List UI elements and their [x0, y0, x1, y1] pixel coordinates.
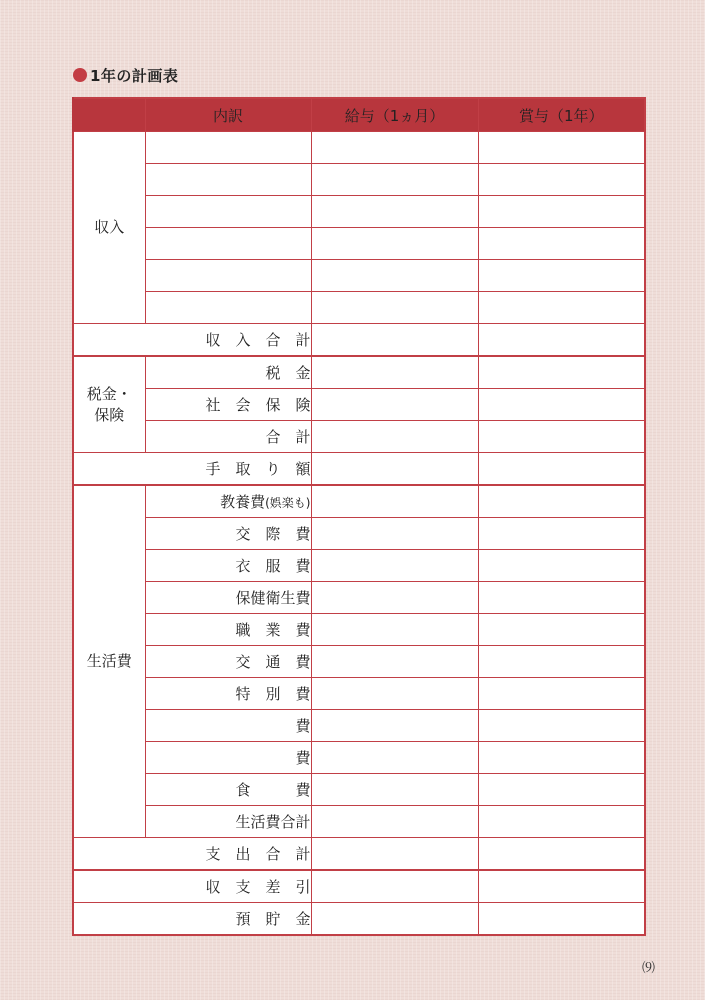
salary-cell[interactable]	[311, 453, 478, 486]
bonus-cell[interactable]	[478, 518, 645, 550]
salary-cell[interactable]	[311, 806, 478, 838]
salary-cell[interactable]	[311, 774, 478, 806]
income-item-cell[interactable]	[145, 196, 311, 228]
salary-cell[interactable]	[311, 614, 478, 646]
table-row	[73, 196, 645, 228]
table-row	[73, 453, 645, 486]
header-breakdown: 内訳	[145, 98, 311, 132]
salary-cell[interactable]	[311, 228, 478, 260]
header-corner	[73, 98, 145, 132]
bonus-cell[interactable]	[478, 356, 645, 389]
custom-expense-label[interactable]: 費	[145, 710, 311, 742]
bonus-cell[interactable]	[478, 196, 645, 228]
income-item-cell[interactable]	[145, 164, 311, 196]
category-tax-line2: 保険	[94, 405, 125, 424]
table-row	[73, 806, 645, 838]
table-row	[73, 774, 645, 806]
education-note: (娯楽も)	[265, 496, 311, 510]
table-row	[73, 678, 645, 710]
table-row	[73, 838, 645, 871]
salary-cell[interactable]	[311, 678, 478, 710]
annual-plan-table	[72, 97, 644, 934]
table-row	[73, 164, 645, 196]
salary-cell[interactable]	[311, 710, 478, 742]
bullet-icon	[73, 68, 87, 82]
health-label: 保健衛生費	[145, 582, 311, 614]
table-row	[73, 485, 645, 518]
savings-label: 預 貯 金	[73, 903, 311, 936]
table-row	[73, 903, 645, 936]
salary-cell[interactable]	[311, 164, 478, 196]
bonus-cell[interactable]	[478, 292, 645, 324]
table-row	[73, 132, 645, 164]
bonus-cell[interactable]	[478, 870, 645, 903]
page-title	[73, 64, 178, 86]
page-title-text: 1年の計画表	[90, 66, 179, 85]
category-tax	[73, 356, 145, 453]
bonus-cell[interactable]	[478, 324, 645, 357]
salary-cell[interactable]	[311, 582, 478, 614]
bonus-cell[interactable]	[478, 678, 645, 710]
clothing-label: 衣 服 費	[145, 550, 311, 582]
header-bonus: 賞与（1年）	[478, 98, 645, 132]
food-label: 食 費	[145, 774, 311, 806]
table-row	[73, 518, 645, 550]
custom-expense-label[interactable]: 費	[145, 742, 311, 774]
salary-cell[interactable]	[311, 260, 478, 292]
bonus-cell[interactable]	[478, 774, 645, 806]
salary-cell[interactable]	[311, 838, 478, 871]
bonus-cell[interactable]	[478, 132, 645, 164]
salary-cell[interactable]	[311, 421, 478, 453]
table-row	[73, 646, 645, 678]
salary-cell[interactable]	[311, 870, 478, 903]
salary-cell[interactable]	[311, 903, 478, 936]
table-row	[73, 389, 645, 421]
table-row	[73, 710, 645, 742]
table-row	[73, 614, 645, 646]
bonus-cell[interactable]	[478, 228, 645, 260]
table-row	[73, 421, 645, 453]
bonus-cell[interactable]	[478, 389, 645, 421]
living-subtotal-label: 生活費合計	[145, 806, 311, 838]
bonus-cell[interactable]	[478, 903, 645, 936]
salary-cell[interactable]	[311, 389, 478, 421]
salary-cell[interactable]	[311, 742, 478, 774]
social-insurance-label: 社 会 保 険	[145, 389, 311, 421]
takehome-label: 手 取 り 額	[73, 453, 311, 486]
table-row	[73, 550, 645, 582]
header-salary: 給与（1ヵ月）	[311, 98, 478, 132]
expense-total-label: 支 出 合 計	[73, 838, 311, 871]
income-total-label: 収 入 合 計	[73, 324, 311, 357]
balance-label: 収 支 差 引	[73, 870, 311, 903]
table-row	[73, 870, 645, 903]
category-income: 収入	[73, 132, 145, 324]
bonus-cell[interactable]	[478, 646, 645, 678]
salary-cell[interactable]	[311, 324, 478, 357]
category-living: 生活費	[73, 485, 145, 838]
table-row	[73, 742, 645, 774]
bonus-cell[interactable]	[478, 838, 645, 871]
salary-cell[interactable]	[311, 132, 478, 164]
bonus-cell[interactable]	[478, 614, 645, 646]
salary-cell[interactable]	[311, 518, 478, 550]
bonus-cell[interactable]	[478, 421, 645, 453]
bonus-cell[interactable]	[478, 806, 645, 838]
salary-cell[interactable]	[311, 550, 478, 582]
bonus-cell[interactable]	[478, 453, 645, 486]
table-header-row	[73, 98, 645, 132]
tax-item-label: 税 金	[145, 356, 311, 389]
tax-subtotal-label: 合 計	[145, 421, 311, 453]
bonus-cell[interactable]	[478, 164, 645, 196]
social-expense-label: 交 際 費	[145, 518, 311, 550]
table-row	[73, 324, 645, 357]
bonus-cell[interactable]	[478, 550, 645, 582]
page-number: ⑼	[642, 961, 656, 976]
bonus-cell[interactable]	[478, 742, 645, 774]
income-item-cell[interactable]	[145, 292, 311, 324]
salary-cell[interactable]	[311, 485, 478, 518]
table-row	[73, 260, 645, 292]
transport-label: 交 通 費	[145, 646, 311, 678]
salary-cell[interactable]	[311, 196, 478, 228]
special-expense-label: 特 別 費	[145, 678, 311, 710]
education-label	[145, 485, 311, 518]
education-label-text: 教養費	[220, 493, 266, 511]
salary-cell[interactable]	[311, 646, 478, 678]
salary-cell[interactable]	[311, 292, 478, 324]
bonus-cell[interactable]	[478, 485, 645, 518]
category-tax-line1: 税金・	[86, 384, 132, 403]
bonus-cell[interactable]	[478, 710, 645, 742]
income-item-cell[interactable]	[145, 132, 311, 164]
work-expense-label: 職 業 費	[145, 614, 311, 646]
bonus-cell[interactable]	[478, 260, 645, 292]
income-item-cell[interactable]	[145, 228, 311, 260]
bonus-cell[interactable]	[478, 582, 645, 614]
table-row	[73, 228, 645, 260]
table-row	[73, 356, 645, 389]
income-item-cell[interactable]	[145, 260, 311, 292]
salary-cell[interactable]	[311, 356, 478, 389]
table-row	[73, 582, 645, 614]
table-row	[73, 292, 645, 324]
